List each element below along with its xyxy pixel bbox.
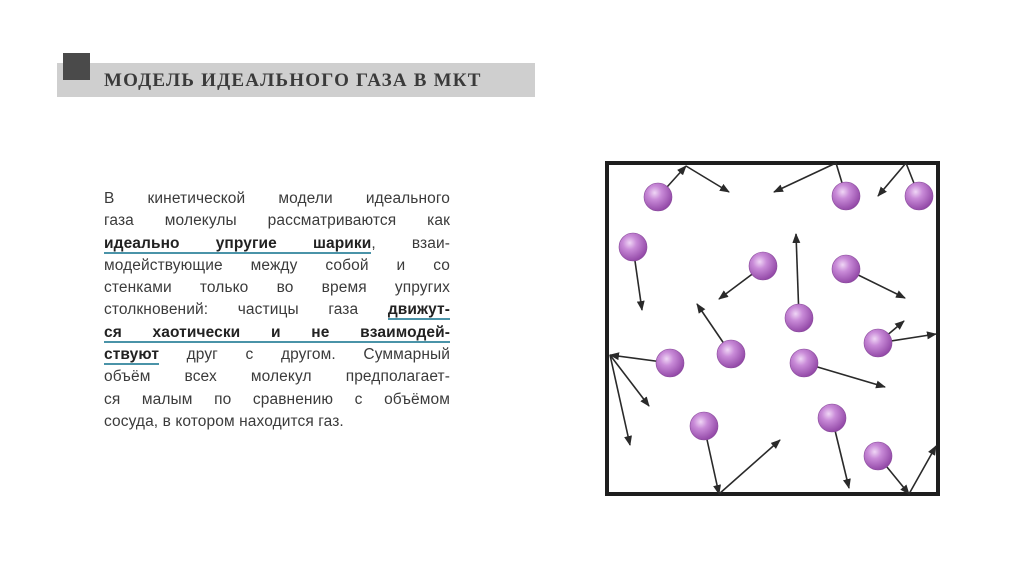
gas-molecule <box>832 255 860 283</box>
highlighted-phrase: ся хаотически и не взаимодей- <box>104 323 450 341</box>
text-fragment: друг с другом. Суммарный <box>159 346 450 364</box>
gas-molecule <box>905 182 933 210</box>
gas-molecule <box>749 252 777 280</box>
highlighted-phrase: движут- <box>387 301 450 319</box>
text-fragment: ся малым по сравнению с объёмом <box>104 390 450 408</box>
gas-container <box>607 163 938 494</box>
gas-molecule <box>644 183 672 211</box>
text-fragment: В кинетической модели идеального <box>104 190 450 207</box>
text-fragment: столкновений: частицы газа <box>104 301 388 319</box>
velocity-arrow <box>909 446 936 494</box>
text-fragment: газа молекулы рассматриваются как <box>104 212 450 230</box>
gas-molecule <box>619 233 647 261</box>
text-fragment: , взаи- <box>371 234 450 252</box>
velocity-arrows <box>610 163 936 494</box>
text-fragment: сосуда, в котором находится газ. <box>104 412 344 430</box>
slide-title: МОДЕЛЬ ИДЕАЛЬНОГО ГАЗА В МКТ <box>104 70 482 91</box>
molecules <box>619 182 933 470</box>
velocity-arrow <box>774 163 836 192</box>
gas-molecule <box>864 329 892 357</box>
gas-molecule <box>790 349 818 377</box>
text-fragment: модействующие между собой и со <box>104 256 450 274</box>
highlighted-phrase: идеально упругие шарики <box>104 234 372 252</box>
gas-molecule <box>656 349 684 377</box>
velocity-arrow <box>686 166 729 192</box>
text-fragment: объём всех молекул предполагает- <box>104 368 450 386</box>
highlighted-phrase: ствуют <box>104 346 160 364</box>
gas-molecule <box>864 442 892 470</box>
gas-molecule <box>717 340 745 368</box>
gas-molecule <box>818 404 846 432</box>
gas-molecule <box>690 412 718 440</box>
velocity-arrow <box>878 163 906 196</box>
text-fragment: стенками только во время упругих <box>104 279 450 297</box>
gas-molecule <box>785 304 813 332</box>
velocity-arrow <box>719 440 780 494</box>
gas-molecule <box>832 182 860 210</box>
